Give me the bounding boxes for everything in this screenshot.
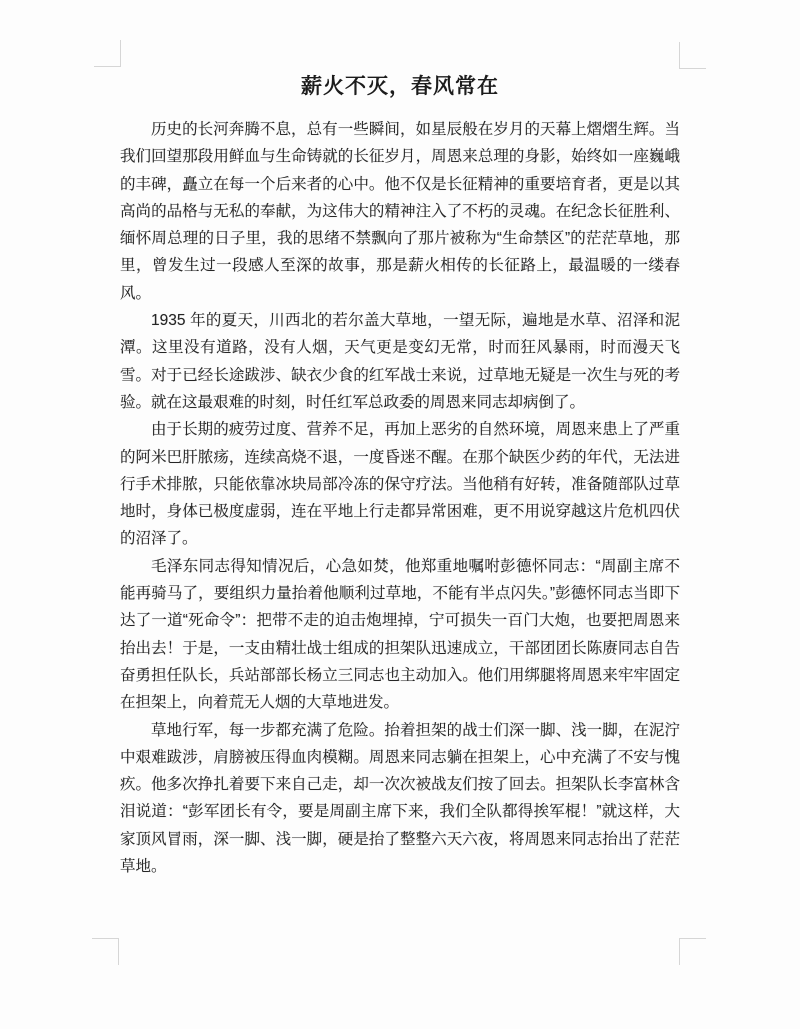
paragraph-3: 由于长期的疲劳过度、营养不足，再加上恶劣的自然环境，周恩来患上了严重的阿米巴肝脓疡，连续高烧不退，一度昏迷不醒。在那个缺医少药的年代，无法进行手术排脓，只能依靠冰块局部冷冻的保守疗法。当他稍有好转，准备随部队过草地时，身体已极度虚弱，连在平地上行走都异常困难，更不用说穿越这片危机四伏的沼泽了。 <box>120 421 680 548</box>
page-title: 薪火不灭，春风常在 <box>301 75 499 98</box>
paragraph-2: 1935 年的夏天，川西北的若尔盖大草地，一望无际，遍地是水草、沼泽和泥潭。这里没有道路，没有人烟，天气更是变幻无常，时而狂风暴雨，时而漫天飞雪。对于已经长途跋涉、缺衣少食的红军战士来说，过草地无疑是一次生与死的考验。就在这最艰难的时刻，时任红军总政委的周恩来同志却病倒了。 <box>120 312 680 411</box>
crop-mark-bottom-right <box>679 938 706 965</box>
paragraph-4: 毛泽东同志得知情况后，心急如焚，他郑重地嘱咐彭德怀同志：“周副主席不能再骑马了，要组织力量抬着他顺利过草地，不能有半点闪失。”彭德怀同志当即下达了一道“死命令”：把带不走的迫击炮埋掉，宁可损失一百门大炮，也要把周恩来抬出去！于是，一支由精壮战士组成的担架队迅速成立，干部团团长陈赓同志自告奋勇担任队长，兵站部部长杨立三同志也主动加入。他们用绑腿将周恩来牢牢固定在担架上，向着荒无人烟的大草地进发。 <box>120 557 680 712</box>
text-area <box>120 66 680 880</box>
paragraph-5: 草地行军，每一步都充满了危险。抬着担架的战士们深一脚、浅一脚，在泥泞中艰难跋涉，肩膀被压得血肉模糊。周恩来同志躺在担架上，心中充满了不安与愧疚。他多次挣扎着要下来自己走，却一次次被战友们按了回去。担架队长李富林含泪说道：“彭军团长有令，要是周副主席下来，我们全队都得挨军棍！”就这样，大家顶风冒雨，深一脚、浅一脚，硬是抬了整整六天六夜，将周恩来同志抬出了茫茫草地。 <box>120 721 680 876</box>
crop-mark-top-left <box>94 40 121 67</box>
crop-mark-top-right <box>679 42 706 69</box>
document-body <box>120 116 680 880</box>
paragraph-1: 历史的长河奔腾不息，总有一些瞬间，如星辰般在岁月的天幕上熠熠生辉。当我们回望那段用鲜血与生命铸就的长征岁月，周恩来总理的身影，始终如一座巍峨的丰碑，矗立在每一个后来者的心中。他不仅是长征精神的重要培育者，更是以其高尚的品格与无私的奉献，为这伟大的精神注入了不朽的灵魂。在纪念长征胜利、缅怀周总理的日子里，我的思绪不禁飘向了那片被称为“生命禁区”的茫茫草地，那里，曾发生过一段感人至深的故事，那是薪火相传的长征路上，最温暖的一缕春风。 <box>120 121 680 302</box>
crop-mark-bottom-left <box>92 938 119 965</box>
